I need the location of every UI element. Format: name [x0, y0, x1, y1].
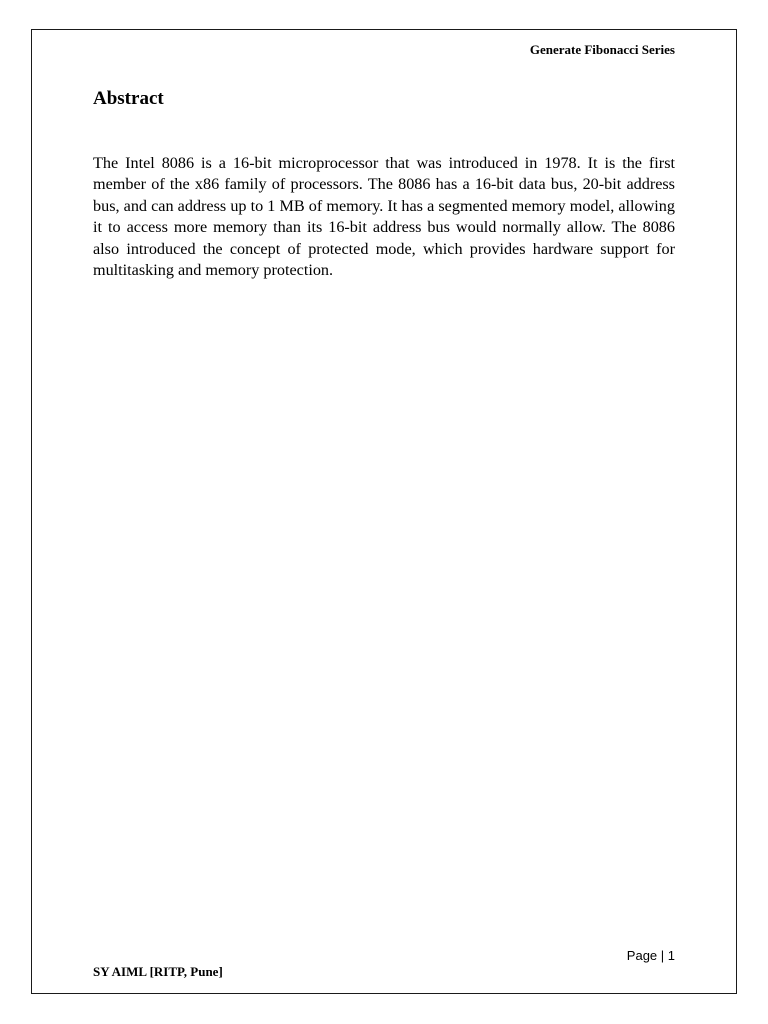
footer-institution: SY AIML [RITP, Pune] — [93, 964, 223, 979]
running-header-title: Generate Fibonacci Series — [529, 42, 675, 57]
page-number: Page | 1 — [626, 948, 675, 963]
abstract-paragraph: The Intel 8086 is a 16-bit microprocessor that was introduced in 1978. It is the first member of the x86 family of processors. The 8086 has a 16-bit data bus, 20-bit address bus, and can address up to 1 MB of memory. It has a segmented memory model, allowing it to access more memory than its 16-bit address bus would normally allow. The 8086 also introduced the concept of protected mode, which provides hardware support for multitasking and memory protection. — [93, 154, 675, 280]
section-heading: Abstract — [93, 88, 164, 109]
